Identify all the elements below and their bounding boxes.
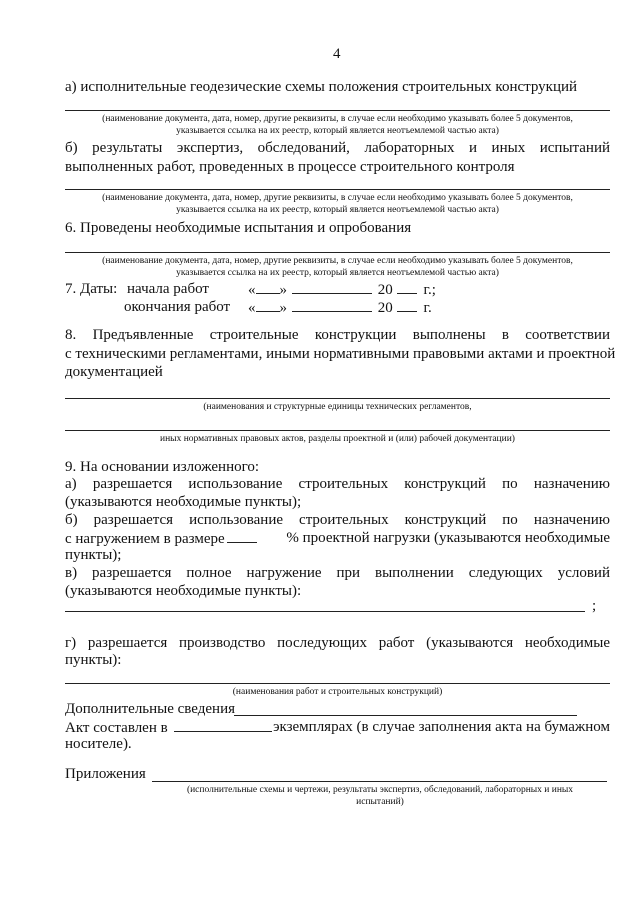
fill-line: [152, 781, 607, 782]
section-9-title: 9. На основании изложенного:: [65, 459, 260, 475]
regulations-caption-2: иных нормативных правовых актов, разделы проектной и (или) рабочей документации): [160, 434, 515, 444]
date-end-field: « » 20 г.: [248, 300, 432, 316]
section-9-c-line2: (указываются необходимые пункты):: [65, 583, 302, 599]
attachments-label: Приложения: [65, 766, 146, 782]
date-start-label: начала работ: [127, 281, 209, 297]
section-9-d-line1: г) разрешается производство последующих работ (указываются необходимые: [65, 635, 610, 651]
doc-caption: (наименование документа, дата, номер, другие реквизиты, в случае если необходимо указывать более 5 документов, указывается ссылка на их реестр, который является неотъемлемой частью акта): [102, 114, 573, 136]
section-8-line3: документацией: [65, 364, 163, 380]
fill-line: [65, 110, 610, 111]
fill-line: [65, 611, 585, 612]
item-b-results-line2: выполненных работ, проведенных в процессе строительного контроля: [65, 159, 515, 175]
section-9-b-line1: б) разрешается использование строительных конструкций по назначению: [65, 512, 610, 528]
date-end-label: окончания работ: [124, 299, 231, 315]
act-copies-line: Акт составлен в экземплярах (в случае заполнения акта на бумажном: [65, 719, 610, 736]
section-9-a-line1: а) разрешается использование строительных конструкций по назначению: [65, 476, 610, 492]
section-9-c-line1: в) разрешается полное нагружение при выполнении следующих условий: [65, 565, 610, 581]
dates-label: 7. Даты:: [65, 281, 118, 297]
works-caption: (наименования работ и строительных конструкций): [232, 687, 443, 697]
page-number: 4: [333, 46, 341, 62]
fill-line: [65, 189, 610, 190]
additional-info-label: Дополнительные сведения: [65, 701, 236, 717]
section-9-b-line2: с нагружением в размере % проектной нагрузки (указываются необходимые: [65, 530, 610, 547]
doc-caption: (наименование документа, дата, номер, другие реквизиты, в случае если необходимо указывать более 5 документов, указывается ссылка на их реестр, который является неотъемлемой частью акта): [102, 256, 573, 278]
section-8-line1: 8. Предъявленные строительные конструкции выполнены в соответствии: [65, 327, 610, 343]
fill-line: [65, 683, 610, 684]
fill-line: [234, 715, 577, 716]
section-6-tests: 6. Проведены необходимые испытания и опробования: [65, 220, 412, 236]
fill-line: [65, 430, 610, 431]
section-8-line2: с техническими регламентами, иными нормативными правовыми актами и проектной: [65, 346, 616, 362]
fill-line: [65, 398, 610, 399]
fill-line: [65, 252, 610, 253]
section-9-a-line2: (указываются необходимые пункты);: [65, 494, 302, 510]
section-9-b-line3: пункты);: [65, 547, 122, 563]
section-9-c-semicolon: ;: [592, 598, 597, 614]
act-copies-line2: носителе).: [65, 736, 132, 752]
doc-caption: (наименование документа, дата, номер, другие реквизиты, в случае если необходимо указывать более 5 документов, указывается ссылка на их реестр, который является неотъемлемой частью акта): [102, 193, 573, 215]
attachments-caption: (исполнительные схемы и чертежи, результаты экспертиз, обследований, лабораторных и иных испытаний): [186, 785, 574, 807]
date-start-field: « » 20 г.;: [248, 282, 436, 298]
item-b-results-line1: б) результаты экспертиз, обследований, лабораторных и иных испытаний: [65, 140, 610, 156]
regulations-caption-1: (наименования и структурные единицы технических регламентов,: [203, 402, 472, 412]
item-a-exec-schemes: а) исполнительные геодезические схемы положения строительных конструкций: [65, 79, 578, 95]
section-9-d-line2: пункты):: [65, 652, 122, 668]
